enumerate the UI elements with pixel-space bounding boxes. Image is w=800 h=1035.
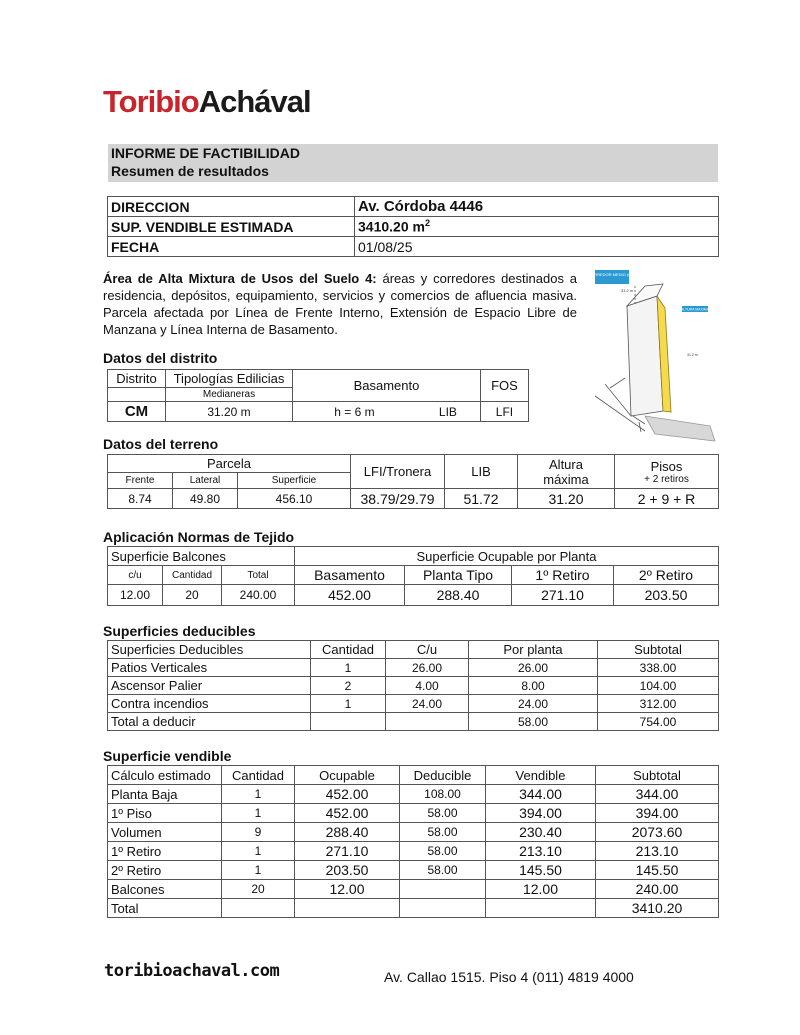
table-row — [108, 823, 719, 842]
row-label: Contra incendios — [108, 695, 311, 713]
data-cell: 456.10 — [238, 489, 351, 509]
vendible-table — [107, 765, 719, 918]
table-row — [108, 695, 719, 713]
section-title-deducibles: Superficies deducibles — [103, 623, 256, 639]
subheader-cell: Total — [222, 566, 295, 585]
row-label: Balcones — [108, 880, 222, 899]
header-cell: FOS — [480, 370, 528, 402]
header-cell: Tipologías Edilicias — [166, 370, 293, 388]
data-cell: 1 — [222, 785, 295, 804]
data-cell: 394.00 — [486, 804, 596, 823]
section-title-terreno: Datos del terreno — [103, 436, 219, 452]
data-cell: 203.50 — [295, 861, 400, 880]
data-cell: 213.10 — [486, 842, 596, 861]
data-cell: 108.00 — [400, 785, 486, 804]
data-cell: 271.10 — [512, 585, 614, 606]
data-cell: 1 — [311, 659, 386, 677]
info-value: Av. Córdoba 4446 — [355, 197, 719, 217]
header-cell: Distrito — [108, 370, 166, 388]
header-cell: Cantidad — [222, 766, 295, 785]
data-cell: 58.00 — [400, 861, 486, 880]
data-cell: 26.00 — [469, 659, 598, 677]
data-cell: 24.00 — [386, 695, 469, 713]
header-cell: Vendible — [486, 766, 596, 785]
data-cell: 1 — [222, 804, 295, 823]
data-cell — [222, 899, 295, 918]
mid-label: 31.2 m — [687, 353, 698, 357]
table-row — [108, 861, 719, 880]
header-cell: Pisos + 2 retiros — [615, 455, 719, 489]
header-cell: Cantidad — [311, 641, 386, 659]
data-cell: 2 + 9 + R — [615, 489, 719, 509]
data-cell: 58.00 — [400, 804, 486, 823]
data-cell: 230.40 — [486, 823, 596, 842]
info-value: 01/08/25 — [355, 237, 719, 257]
data-cell: 24.00 — [469, 695, 598, 713]
table-row — [108, 659, 719, 677]
section-title-vendible: Superficie vendible — [103, 748, 232, 764]
row-label: Patios Verticales — [108, 659, 311, 677]
data-cell: 213.10 — [596, 842, 719, 861]
data-cell: 58.00 — [469, 713, 598, 731]
data-cell: 344.00 — [596, 785, 719, 804]
row-label: 1º Retiro — [108, 842, 222, 861]
info-label: FECHA — [108, 237, 355, 257]
header-cell: C/u — [386, 641, 469, 659]
info-label: SUP. VENDIBLE ESTIMADA — [108, 217, 355, 237]
header-cell: Cálculo estimado — [108, 766, 222, 785]
subheader-cell: 2º Retiro — [614, 566, 719, 585]
row-label: Volumen — [108, 823, 222, 842]
data-cell — [486, 899, 596, 918]
height-label: 31.2 m — [621, 288, 634, 293]
table-row — [108, 713, 719, 731]
data-cell: 12.00 — [295, 880, 400, 899]
data-cell: 240.00 — [222, 585, 295, 606]
header-cell: Ocupable — [295, 766, 400, 785]
row-label: 1º Piso — [108, 804, 222, 823]
header-cell: Superficies Deducibles — [108, 641, 311, 659]
report-subtitle: Resumen de resultados — [111, 163, 269, 179]
blank-cell — [108, 388, 166, 402]
data-cell: 2 — [311, 677, 386, 695]
corredor-label: CORREDOR MEDIO (CM) — [588, 272, 636, 277]
data-cell: 145.50 — [486, 861, 596, 880]
table-row — [108, 677, 719, 695]
header-cell: Por planta — [469, 641, 598, 659]
deducibles-table — [107, 640, 719, 731]
data-cell: 12.00 — [486, 880, 596, 899]
side-label: ALTURA MAXIMA — [680, 307, 710, 312]
subheader-cell: Lateral — [173, 473, 238, 489]
header-cell: Subtotal — [598, 641, 719, 659]
subheader-cell: Planta Tipo — [405, 566, 512, 585]
data-cell: 271.10 — [295, 842, 400, 861]
data-cell: 1 — [222, 861, 295, 880]
subheader-cell: Cantidad — [163, 566, 222, 585]
info-table — [107, 196, 719, 257]
header-cell: LFI/Tronera — [351, 455, 445, 489]
data-cell: 203.50 — [614, 585, 719, 606]
subheader-cell: Superficie — [238, 473, 351, 489]
data-cell: 8.00 — [469, 677, 598, 695]
header-cell: Parcela — [108, 455, 351, 473]
data-cell: 145.50 — [596, 861, 719, 880]
data-cell: 4.00 — [386, 677, 469, 695]
header-cell: Basamento — [293, 370, 481, 402]
data-cell: 9 — [222, 823, 295, 842]
report-title: INFORME DE FACTIBILIDAD — [111, 145, 300, 161]
header-cell: Superficie Balcones — [108, 547, 295, 566]
table-row — [108, 880, 719, 899]
data-cell: 754.00 — [598, 713, 719, 731]
data-cell: 20 — [222, 880, 295, 899]
subheader-cell: c/u — [108, 566, 163, 585]
data-cell — [295, 899, 400, 918]
table-row — [108, 804, 719, 823]
data-cell: 452.00 — [295, 785, 400, 804]
subheader-cell: 1º Retiro — [512, 566, 614, 585]
data-cell: 452.00 — [295, 804, 400, 823]
basamento-h-cell: h = 6 m — [293, 402, 416, 422]
data-cell: 31.20 — [518, 489, 615, 509]
row-label: Ascensor Palier — [108, 677, 311, 695]
data-cell: 58.00 — [400, 823, 486, 842]
info-value: 3410.20 $m^2$ — [355, 217, 719, 237]
header-cell: Superficie Ocupable por Planta — [295, 547, 719, 566]
subheader-cell: Medianeras — [166, 388, 293, 402]
footer-website: toribioachaval.com — [104, 961, 280, 981]
row-label: 2º Retiro — [108, 861, 222, 880]
data-cell: 3410.20 — [596, 899, 719, 918]
data-cell: 38.79/29.79 — [351, 489, 445, 509]
table-row — [108, 842, 719, 861]
table-row — [108, 785, 719, 804]
subheader-cell: Basamento — [295, 566, 405, 585]
section-title-tejido: Aplicación Normas de Tejido — [103, 529, 295, 545]
company-logo: ToribioAchával — [103, 84, 311, 119]
table-row — [108, 899, 719, 918]
header-cell: Deducible — [400, 766, 486, 785]
row-label: Total a deducir — [108, 713, 311, 731]
section-title-distrito: Datos del distrito — [103, 350, 218, 366]
terreno-table — [107, 454, 719, 509]
data-cell: 1 — [311, 695, 386, 713]
data-cell: 1 — [222, 842, 295, 861]
zone-description: Área de Alta Mixtura de Usos del Suelo 4: áreas y corredores destinados a residencia, depósitos, equipamiento, servicios y comercios de afluencia masiva. Parcela afectada por Línea de Frente Interno, Extensión de Espacio Libre de Manzana y Línea Interna de Basamento. — [103, 271, 577, 337]
data-cell: 12.00 — [108, 585, 163, 606]
header-cell: LIB — [445, 455, 518, 489]
distrito-cell: CM — [108, 402, 166, 422]
data-cell: 240.00 — [596, 880, 719, 899]
header-cell: Subtotal — [596, 766, 719, 785]
data-cell: 394.00 — [596, 804, 719, 823]
data-cell: 452.00 — [295, 585, 405, 606]
footer-address: Av. Callao 1515. Piso 4 (011) 4819 4000 — [384, 969, 634, 985]
data-cell — [400, 899, 486, 918]
tejido-table — [107, 546, 719, 606]
data-cell: 51.72 — [445, 489, 518, 509]
data-cell — [386, 713, 469, 731]
header-cell: Altura máxima — [518, 455, 615, 489]
data-cell: 58.00 — [400, 842, 486, 861]
data-cell: 344.00 — [486, 785, 596, 804]
data-cell: 312.00 — [598, 695, 719, 713]
data-cell: 288.40 — [295, 823, 400, 842]
row-label: Planta Baja — [108, 785, 222, 804]
report-header — [108, 144, 718, 182]
distrito-table — [107, 369, 529, 422]
data-cell: 288.40 — [405, 585, 512, 606]
data-cell: 104.00 — [598, 677, 719, 695]
data-cell: 2073.60 — [596, 823, 719, 842]
data-cell: 26.00 — [386, 659, 469, 677]
data-cell: 338.00 — [598, 659, 719, 677]
data-cell: 20 — [163, 585, 222, 606]
basamento-lib-cell: LIB — [416, 402, 481, 422]
data-cell: 49.80 — [173, 489, 238, 509]
data-cell — [311, 713, 386, 731]
subheader-cell: Frente — [108, 473, 173, 489]
data-cell — [400, 880, 486, 899]
fos-cell: LFI — [480, 402, 528, 422]
row-label: Total — [108, 899, 222, 918]
building-diagram — [585, 266, 720, 444]
info-label: DIRECCION — [108, 197, 355, 217]
tipologia-cell: 31.20 m — [166, 402, 293, 422]
data-cell: 8.74 — [108, 489, 173, 509]
